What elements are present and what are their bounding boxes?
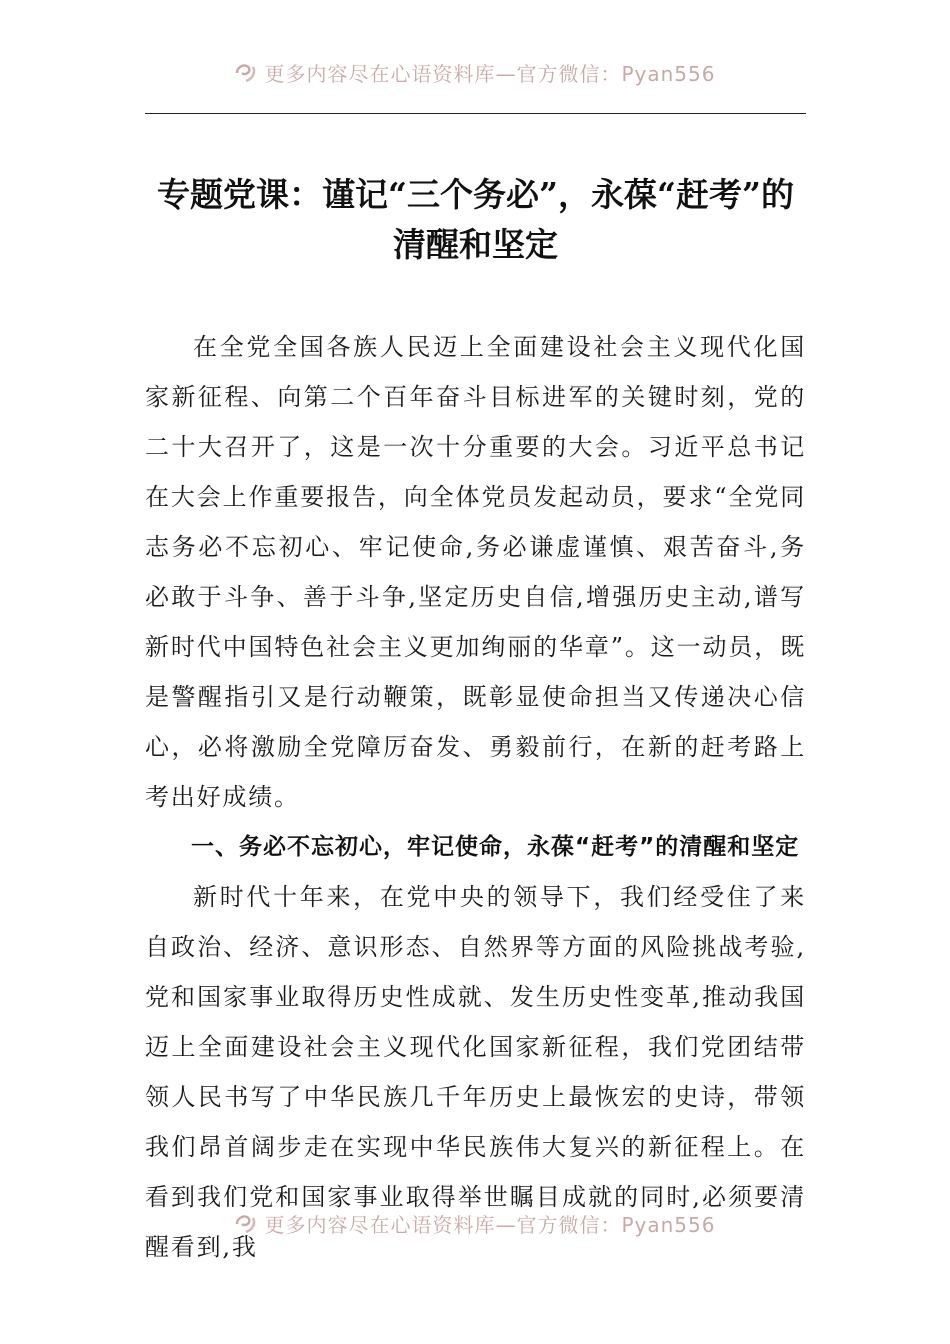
watermark-header	[0, 57, 950, 87]
intro-paragraph: 在全党全国各族人民迈上全面建设社会主义现代化国家新征程、向第二个百年奋斗目标进军的关键时刻，党的二十大召开了，这是一次十分重要的大会。习近平总书记在大会上作重要报告，向全体党员发起动员，要求“全党同志务必不忘初心、牢记使命,务必谦虚谨慎、艰苦奋斗,务必敢于斗争、善于斗争,坚定历史自信,增强历史主动,谱写新时代中国特色社会主义更加绚丽的华章”。这一动员，既是警醒指引又是行动鞭策，既彰显使命担当又传递决心信心，必将激励全党障厉奋发、勇毅前行，在新的赶考路上考出好成绩。	[145, 333, 806, 811]
document-title: 专题党课：谨记“三个务必”，永葆“赶考”的清醒和坚定	[157, 175, 794, 264]
header-divider	[145, 113, 806, 114]
section-heading-1: 一、务必不忘初心，牢记使命，永葆“赶考”的清醒和坚定	[191, 834, 800, 860]
document-body	[145, 322, 806, 1272]
watermark-logo-icon	[234, 1212, 258, 1234]
watermark-text: 更多内容尽在心语资料库—官方微信：Pyan556	[264, 1212, 716, 1237]
watermark-text: 更多内容尽在心语资料库—官方微信：Pyan556	[264, 61, 716, 86]
watermark-logo-icon	[234, 61, 258, 83]
watermark-footer	[0, 1208, 950, 1238]
section-1-paragraph: 新时代十年来，在党中央的领导下，我们经受住了来自政治、经济、意识形态、自然界等方面的风险挑战考验,党和国家事业取得历史性成就、发生历史性变革,推动我国迈上全面建设社会主义现代化国家新征程，我们党团结带领人民书写了中华民族几千年历史上最恢宏的史诗，带领我们昂首阔步走在实现中华民族伟大复兴的新征程上。在看到我们党和国家事业取得举世瞩目成就的同时,必须要清醒看到,我	[145, 883, 806, 1261]
